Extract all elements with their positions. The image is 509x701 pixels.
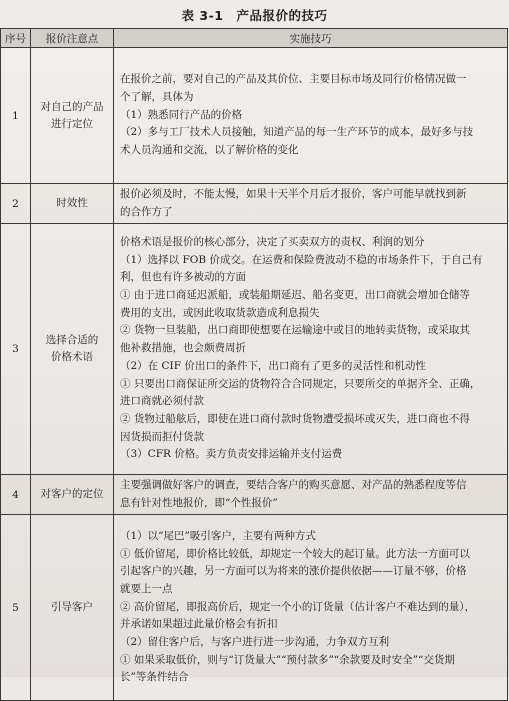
technique-line: ① 如果采取低价，则与“订货量大”“预付款多”“余款要及时安全”“交货期 [120, 653, 455, 666]
technique-line: ① 只要出口商保证所交运的货物符合合同规定，只要所交的单据齐全、正确， [120, 377, 481, 390]
technique-line: 就要上一点 [120, 582, 173, 595]
technique-detail-cell [114, 224, 508, 475]
header-detail: 实施技巧 [114, 29, 508, 48]
header-no: 序号 [1, 29, 31, 48]
technique-line: 因货损而拒付货款 [120, 430, 204, 443]
technique-line: （2）在 CIF 价出口的条件下，出口商有了更多的灵活性和机动性 [120, 359, 426, 372]
pricing-note-text: 价格术语 [51, 351, 93, 363]
technique-line: 术人员沟通和交流，以了解价格的变化 [120, 144, 299, 157]
technique-line: （2）留住客户后，与客户进行进一步沟通，力争双方互利 [120, 636, 390, 649]
table-row [1, 224, 508, 475]
technique-line: （1）以“尾巴”吸引客户，主要有两种方式 [120, 529, 316, 542]
pricing-note-text: 时效性 [56, 197, 88, 209]
technique-line: 主要强调做好客户的调查，要结合客户的购买意愿、对产品的熟悉程度等信 [120, 478, 467, 491]
table-row [1, 48, 508, 184]
technique-detail-cell [114, 184, 508, 224]
row-number: 2 [1, 184, 31, 224]
technique-line: （3）CFR 价格。卖方负责安排运输并支付运费 [120, 448, 343, 461]
pricing-note-text: 对自己的产品 [40, 100, 104, 113]
table-row [1, 475, 508, 515]
row-number: 4 [1, 475, 31, 515]
technique-line: （2）多与工厂技术人员接触，知道产品的每一生产环节的成本，最好多与技 [120, 126, 474, 139]
technique-line: 的合作方了 [120, 205, 173, 218]
pricing-note-cell [31, 224, 114, 475]
technique-line: 在报价之前，要对自己的产品及其价位、主要目标市场及同行价格情况做一 [120, 73, 467, 86]
table-row [1, 515, 508, 701]
technique-line: 利，但也有许多被动的方面 [120, 271, 246, 284]
header-note: 报价注意点 [31, 29, 114, 48]
technique-line: 引起客户的兴趣，另一方面可以为将来的涨价提供依据——订量不够，价格 [120, 565, 467, 578]
technique-line: ② 货物一旦装船，出口商即使想要在运输途中或目的地转卖货物，或采取其 [120, 324, 470, 337]
row-number: 5 [1, 515, 31, 701]
technique-line: 个了解，具体为 [120, 90, 194, 103]
table-header-row [1, 29, 508, 48]
technique-line: 费用的支出，或因此收取货款造成利息损失 [120, 306, 320, 319]
pricing-note-cell [31, 184, 114, 224]
pricing-tips-table [0, 28, 508, 701]
technique-line: 进口商就必须付款 [120, 395, 204, 408]
technique-line: ② 高价留尾，即报高价后，规定一个小的订货量（估计客户不难达到的量）， [120, 600, 476, 613]
pricing-note-text: 进行定位 [51, 117, 93, 130]
pricing-note-text: 引导客户 [51, 601, 93, 613]
pricing-note-text: 选择合适的 [45, 334, 99, 346]
table-row [1, 184, 508, 224]
pricing-note-cell [31, 475, 114, 515]
technique-line: ① 由于进口商延迟派船，或装船期延迟、船名变更，出口商就会增加仓储等 [120, 289, 470, 302]
technique-line: 报价必须及时，不能太慢，如果十天半个月后才报价，客户可能早就找到新 [120, 187, 467, 200]
pricing-note-cell [31, 48, 114, 184]
row-number: 1 [1, 48, 31, 184]
technique-line: 长”等条件结合 [120, 671, 189, 684]
technique-line: 息有针对性地报价，即“个性报价” [120, 496, 278, 509]
technique-detail-cell [114, 475, 508, 515]
pricing-note-cell [31, 515, 114, 701]
technique-line: ② 货物过船舷后，即使在进口商付款时货物遭受损坏或灭失，进口商也不得 [120, 412, 470, 425]
technique-line: （1）选择以 FOB 价成交。在运费和保险费波动不稳的市场条件下，于自己有 [120, 253, 483, 266]
technique-line: 并承诺如果超过此量价格会有折扣 [120, 618, 278, 631]
row-number: 3 [1, 224, 31, 475]
table-title: 表 3-1 产品报价的技巧 [181, 8, 328, 23]
technique-detail-cell [114, 515, 508, 701]
technique-detail-cell [114, 48, 508, 184]
technique-line: ① 低价留尾，即价格比较低，却规定一个较大的起订量。此方法一方面可以 [120, 547, 470, 560]
pricing-note-text: 对客户的定位 [40, 488, 104, 500]
technique-line: （1）熟悉同行产品的价格 [120, 108, 243, 121]
technique-line: 他补救措施，也会颇费周折 [120, 342, 246, 355]
technique-line: 价格术语是报价的核心部分，决定了买卖双方的责权、利润的划分 [120, 236, 425, 249]
